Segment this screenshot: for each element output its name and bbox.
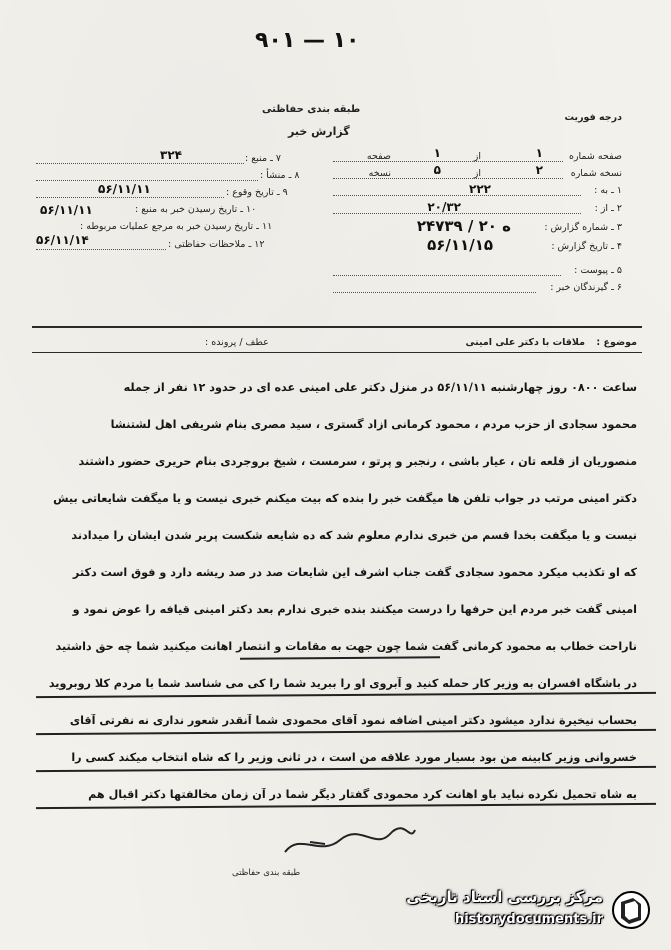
right-field-label: ۳ ـ شماره گزارش : <box>544 222 622 233</box>
right-field-label: ۴ ـ تاریخ گزارش : <box>551 241 622 252</box>
left-field-label: ۸ ـ منشأ : <box>260 170 300 181</box>
report-date-value: ۵۶/۱۱/۱۵ <box>427 236 493 254</box>
right-field-value: ۲۰/۳۲ <box>427 200 461 214</box>
left-field-value: ۵۶/۱۱/۱۱ <box>98 182 151 196</box>
copy-number-value: ۲ <box>535 163 543 177</box>
archive-logo-icon <box>611 890 651 930</box>
page-number-label: صفحه شماره <box>568 151 622 162</box>
signature-scribble <box>280 822 420 862</box>
copy-tail-label: نسخه <box>368 168 391 179</box>
body-line: ناراحت خطاب به محمود کرمانی گفت شما چون جهت به مقامات و انتصار اهانت میکنید شما چه حق داشتید <box>55 640 637 653</box>
dotted-line <box>333 178 563 179</box>
document-number: ۹۰۱ — ۱۰ <box>255 28 360 53</box>
left-field-label: ۹ ـ تاریخ وقوع : <box>226 187 288 198</box>
handwritten-underline <box>36 729 656 735</box>
body-line: امینی گفت خبر مردم این حرفها را درست میکنند بنده خبری ندارم بعد دکتر امینی قیافه را عوض نمود و <box>72 603 637 616</box>
left-field-label: ۱۰ ـ تاریخ رسیدن خبر به منبع : <box>135 204 257 215</box>
handwritten-underline <box>240 656 440 659</box>
body-line: که او تکذیب میکرد محمود سجادی گفت جناب اشرف این شایعات صد در صد ریشه دارد و فوق است دکتر <box>72 566 637 579</box>
dotted-line <box>333 161 563 162</box>
subject-text: ملاقات با دکتر علی امینی <box>465 337 585 348</box>
left-field-label: ۱۱ ـ تاریخ رسیدن خبر به مرجع عملیات مربوطه : <box>80 221 273 232</box>
left-field-value: ۵۶/۱۱/۱۴ <box>36 233 89 247</box>
left-field-value: ۵۶/۱۱/۱۱ <box>40 203 93 217</box>
dotted-line <box>333 213 581 214</box>
copy-of-label: از <box>473 168 481 179</box>
urgency-label: درجه فوریت <box>564 112 622 123</box>
handwritten-underline <box>36 803 656 809</box>
dotted-line <box>36 180 258 181</box>
handwritten-underline <box>36 766 656 772</box>
watermark-url: historydocuments.ir <box>454 912 603 927</box>
handwritten-underline <box>36 692 656 698</box>
left-field-label: ۷ ـ منبع : <box>245 153 282 164</box>
right-field-label: ۱ ـ به : <box>594 185 622 196</box>
page-of-label: از <box>473 151 481 162</box>
body-line: بحساب نیخیرة ندارد میشود دکتر امینی اضافه نمود آقای محمودی شما آنقدر شعور نداری نه نفرتی آقای <box>69 714 637 727</box>
copy-number-label: نسخه شماره <box>570 168 622 179</box>
page-tail-label: صفحه <box>366 151 391 162</box>
subject-label: موضوع : <box>596 337 637 348</box>
right-field-value: ۲۲۲ <box>469 182 491 196</box>
dotted-line <box>333 292 536 293</box>
watermark-persian: مرکز بررسی اسناد تاریخی <box>406 888 603 906</box>
right-field-label: ۶ ـ گیرندگان خبر : <box>550 282 622 293</box>
right-field-label: ۲ ـ از : <box>594 203 622 214</box>
dotted-line <box>36 249 166 250</box>
body-line: ساعت ۰۸۰۰ روز چهارشنبه ۵۶/۱۱/۱۱ در منزل دکتر علی امینی عده ای در حدود ۱۲ نفر از جمله <box>123 381 637 394</box>
body-line: دکتر امینی مرتب در جواب تلفن ها میگفت خبر را بنده که بیت میکنم خبری نیست و یا میگفت شایعاتی بیش <box>53 492 637 505</box>
copy-total-value: ۵ <box>433 163 441 177</box>
page-number-value: ۱ <box>535 146 543 160</box>
header-divider <box>32 326 642 328</box>
body-line: محمود سجادی از حزب مردم ، محمود کرمانی ازاد گستری ، سید مصری بنام شریفی اهل لشتنشا <box>110 418 637 431</box>
watermark <box>406 888 651 936</box>
left-field-label: ۱۲ ـ ملاحظات حفاظتی : <box>168 239 265 250</box>
left-field-value: ۳۲۴ <box>160 148 182 162</box>
classification-label: طبقه بندی حفاظتی <box>262 104 361 115</box>
dotted-line <box>36 197 224 198</box>
body-line: نیست و یا میگفت بخدا قسم من خبری ندارم معلوم شد که ده شایعه شکست پریر شدن ایشان را میدادند <box>71 529 637 542</box>
body-line: خسروانی وزیر کابینه من بود بسیار مورد علاقه من است ، در ثانی وزیر را که شاه انتخاب میکند کسی را <box>71 751 637 764</box>
report-number-value: ۲۴۷۳۹ / ۲۰ ه <box>416 217 511 235</box>
reference-label: عطف / پرونده : <box>205 337 269 348</box>
body-line: منصوریان از قلعه تان ، عیار باشی ، رنجبر و پرتو ، سرمست ، شیخ بروجردی بنام حریری حضور داشتند <box>78 455 637 468</box>
dotted-line <box>333 195 581 196</box>
report-title: گزارش خبر <box>288 125 350 138</box>
page-total-value: ۱ <box>433 146 441 160</box>
body-line: به شاه تحمیل نکرده نباید باو اهانت کرد محمودی گفتار دیگر شما در آن زمان مخالفتها دکتر اقبال هم <box>88 788 637 801</box>
right-field-label: ۵ ـ پیوست : <box>574 265 622 276</box>
dotted-line <box>333 275 561 276</box>
footer-classification: طبقه بندی حفاظتی <box>232 868 301 878</box>
dotted-line <box>36 163 244 164</box>
body-line: در باشگاه افسران به وزیر کار حمله کنید و آبروی او را ببرید شما را کی می شناسد شما با مردم کلا روبروید <box>48 677 637 690</box>
subject-divider <box>32 352 642 353</box>
